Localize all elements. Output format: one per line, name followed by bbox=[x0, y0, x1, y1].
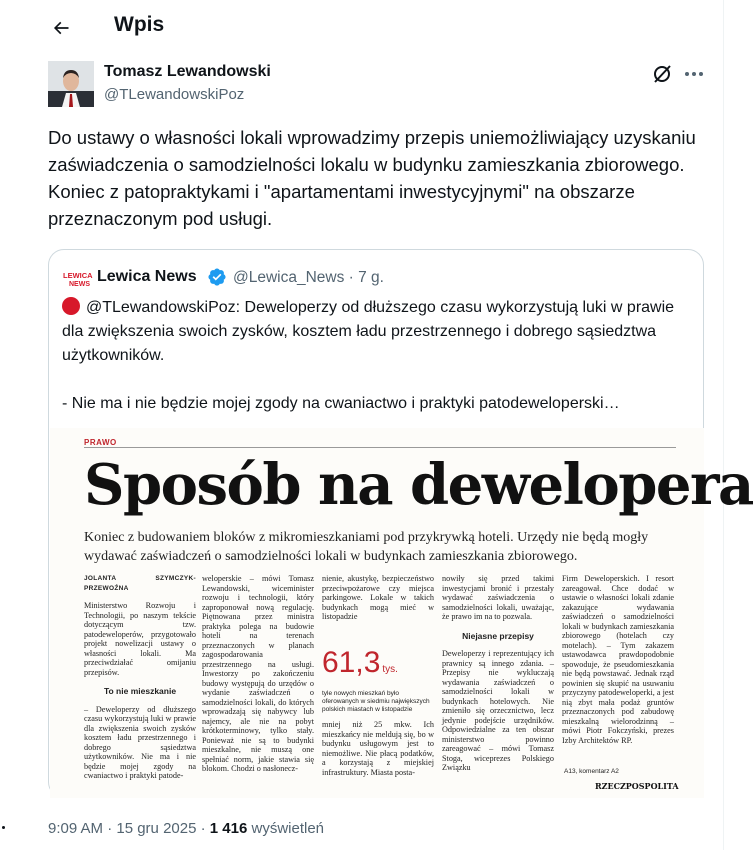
np-lead: Koniec z budowaniem bloków z mikromieszkaniami pod przykrywką hoteli. Urzędy nie będą mogły wydawać zaświadczeń o samodzielności lokali w budynkach zamieszkania zbiorowego. bbox=[84, 530, 649, 564]
np-big-number-note: tyle nowych mieszkań było oferowanych w siedmiu największych polskich miastach w listopadzie bbox=[322, 690, 430, 713]
np-byline: JOLANTA SZYMCZYK-PRZEWOŹNA bbox=[84, 575, 196, 592]
np-section-label: PRAWO bbox=[84, 438, 117, 447]
left-dot bbox=[2, 826, 5, 829]
red-circle-icon bbox=[62, 297, 80, 315]
np-big-number: 61,3 tys. bbox=[322, 646, 398, 679]
np-col1-text: Ministerstwo Rozwoju i Technologii, po naszym tekście dotyczącym tzw. patodeweloperów, przygotowało projekt nowelizacji ustawy o własności lokali. Ma przeciwdziałać omijaniu przepisów. bbox=[84, 601, 196, 677]
svg-text:LEWICA: LEWICA bbox=[63, 271, 93, 280]
verified-badge-icon bbox=[207, 267, 227, 287]
arrow-left-icon bbox=[51, 18, 71, 38]
quoted-post[interactable] bbox=[48, 249, 753, 798]
np-subheading-2: Niejasne przepisy bbox=[462, 630, 534, 641]
post-timestamp[interactable]: 9:09 AM · 15 gru 2025 · bbox=[48, 820, 210, 837]
np-column-2 bbox=[202, 574, 314, 774]
np-col3-text-b: mniej niż 25 mkw. Ich mieszkańcy nie meldują się, bo w budynku usługowym jest to niemożliwe. Nie płacą podatków, a korzystają z miejskiej infrastruktury. Miasta posta- bbox=[322, 720, 434, 777]
page-title: Wpis bbox=[114, 13, 165, 36]
np-col3-text: nienie, akustykę, bezpieczeństwo przeciwpożarowe czy miejsca parkingowe. Lokale w takich budynkach mogą mieć w listopadzie bbox=[322, 574, 434, 621]
grok-icon bbox=[650, 62, 674, 86]
lewica-news-logo bbox=[63, 270, 93, 288]
np-column-1 bbox=[84, 574, 196, 781]
np-column-3 bbox=[322, 574, 434, 622]
back-button[interactable] bbox=[44, 11, 78, 45]
np-column-4 bbox=[442, 574, 554, 773]
svg-text:NEWS: NEWS bbox=[69, 281, 90, 288]
column-divider bbox=[723, 0, 724, 850]
np-col1-text-b: – Deweloperzy od dłuższego czasu wykorzystują luki w prawie dla zwiększenia swoich zysków kosztem ładu przestrzennego i dobrego sąsiedztwa użytkowników. Nie ma i nie będzie mojej zgody na cwaniactwo i praktyki patode- bbox=[84, 704, 196, 780]
np-divider bbox=[84, 447, 676, 448]
np-col4-text-b: Deweloperzy i reprezentujący ich prawnicy są innego zdania. – Przepisy nie wykluczają wydawania zaświadczeń o samodzielności lokali w budynkach hotelowych. Nie zmieniło się orzecznictwo, lecz jedynie podejście urzędników. Odpowiedzialne za ten obszar ministerstwo powinno zareagować – mówi Tomasz Stoga, wiceprezes Polskiego Związku bbox=[442, 649, 554, 772]
np-col5-text: Firm Deweloperskich. I resort zareagował. Chce dodać w ustawie o własności lokali zdanie zakazujące wydawania zaświadczeń o samodzielności lokali w budynkach zamieszkania zbiorowego (hotelach czy motelach). – Tym zakazem ustawodawca prawdopodobnie spowoduje, że pseudomieszkania nie będą powstawać. Jednak rząd powinien się skupić na usuwaniu przyczyny patodeweloperki, a jest nią zbyt mała podaż gruntów przeznaczonych pod zabudowę mieszkalną wielorodzinną – mówi Piotr Fokczyński, prezes Izby Architektów RP. bbox=[562, 574, 674, 745]
author-name[interactable]: Tomasz Lewandowski bbox=[104, 63, 271, 80]
np-headline: Sposób na dewelopera bbox=[84, 452, 753, 518]
author-handle[interactable]: @TLewandowskiPoz bbox=[104, 86, 245, 103]
page-header bbox=[0, 0, 723, 53]
np-page-ref: A13, komentarz A2 bbox=[564, 768, 619, 775]
quote-paragraph-2: - Nie ma i nie będzie mojej zgody na cwaniactwo i praktyki patodeweloperski… bbox=[62, 395, 620, 412]
np-column-5 bbox=[562, 574, 674, 745]
post-meta bbox=[48, 820, 324, 837]
views-count: 1 416 bbox=[209, 820, 248, 837]
grok-button[interactable] bbox=[650, 62, 674, 86]
np-subheading-1: To nie mieszkanie bbox=[103, 686, 177, 696]
newspaper-clipping-image[interactable] bbox=[50, 428, 753, 798]
quote-handle-time: @Lewica_News · 7 g. bbox=[233, 269, 384, 286]
post-text: Do ustawy o własności lokali wprowadzimy przepis uniemożliwiający uzyskaniu zaświadczenia o samodzielności lokalu w budynku zamieszkania zbiorowego. Koniec z patopraktykami i "apartamentami inwestycyjnymi" na obszarze przeznaczonym pod usługi. bbox=[48, 127, 696, 229]
quote-author-name: Lewica News bbox=[97, 268, 197, 285]
quote-text bbox=[62, 296, 692, 416]
np-col4-text: nowiły się przed takimi inwestycjami bronić i przestały wydawać zaświadczenia o samodzielności lokali, uważając, że prawo im na to pozwala. bbox=[442, 574, 554, 621]
quote-paragraph-1: @TLewandowskiPoz: Deweloperzy od dłuższego czasu wykorzystują luki w prawie dla zwiększenia swoich zysków, kosztem ładu przestrzennego i dobrego sąsiedztwa użytkowników. bbox=[62, 299, 675, 364]
rzeczpospolita-logo: RZECZPOSPOLITA bbox=[595, 781, 679, 791]
more-icon bbox=[684, 71, 704, 77]
np-col2-text: weloperskie – mówi Tomasz Lewandowski, wiceminister rozwoju i technologii, który zaproponował nową regulację. Piętnowana przez ministra praktyka polega na budowie hoteli na terenach przeznaczonych w planach zagospodarowania przestrzennego na usługi. Inwestorzy po zakończeniu budowy występują do urzędów o wydanie zaświadczeń o samodzielności lokali, do których wprowadzają się nabywcy lub najemcy, ale nie na pobyt krótkoterminowy, tylko stały. Ponieważ nie są to budynki mieszkalne, nie muszą one spełniać norm, jakie stawia się blokom. Chodzi o nasłonecz- bbox=[202, 574, 314, 773]
np-column-3b bbox=[322, 720, 434, 777]
avatar[interactable] bbox=[48, 61, 94, 107]
more-options-button[interactable] bbox=[682, 62, 706, 86]
views-label: wyświetleń bbox=[247, 820, 325, 837]
